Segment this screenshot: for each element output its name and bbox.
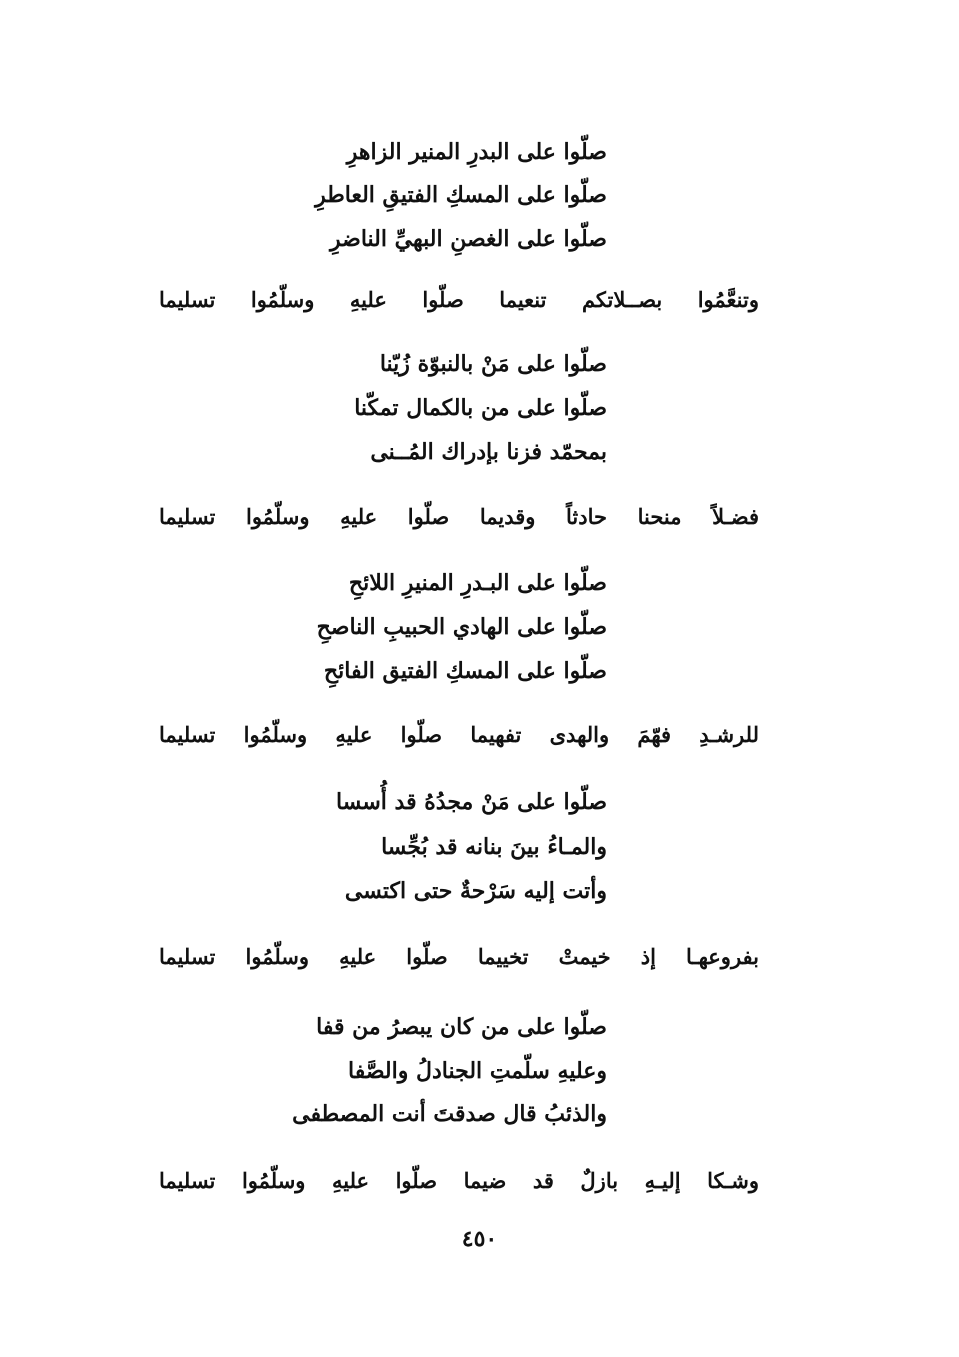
- verse-line: صلّوا على مَنْ بالنبوّة زُيّنا: [379, 351, 607, 377]
- refrain-line: بفروعهـا إذ خيمتْ تخييما صلّوا عليهِ وسلّمُوا تسليما: [159, 944, 759, 969]
- verse-line: بمحمّد فزنا بإدراك المُــنى: [370, 439, 607, 465]
- verse-line: صلّوا على من بالكمال تمكّنا: [354, 395, 607, 421]
- refrain-line: وتنعَّمُوا بصــلاتكم تنعيما صلّوا عليهِ وسلّمُوا تسليما: [159, 287, 759, 312]
- verse-line: وعليهِ سلّمتِ الجنادلُ والصَّفا: [348, 1058, 607, 1084]
- refrain-line: فضـلاً منحنا حادثاً وقديما صلّوا عليهِ وسلّمُوا تسليما: [159, 504, 759, 529]
- refrain-line: للرشـدِ فهّمَ والهدى تفهيما صلّوا عليهِ وسلّمُوا تسليما: [159, 722, 759, 747]
- page-number: ٤٥٠: [461, 1226, 498, 1252]
- verse-line: صلّوا على من كان يبصرُ من قفا: [316, 1014, 607, 1040]
- verse-line: صلّوا على المسكِ الفتيقِ العاطرِ: [315, 182, 607, 208]
- verse-line: صلّوا على مَنْ مجدُهُ قد أُسسا: [335, 789, 607, 815]
- verse-line: والذئبُ قال صدقتَ أنت المصطفى: [292, 1101, 607, 1127]
- verse-line: صلّوا على المسكِ الفتيق الفائحِ: [323, 658, 607, 684]
- refrain-line: وشـكا إليـهِ بازلٌ قد ضيما صلّوا عليهِ وسلّمُوا تسليما: [159, 1168, 759, 1193]
- verse-line: صلّوا على الغصنِ البهيِّ الناضرِ: [330, 226, 607, 252]
- verse-line: وأتت إليه سَرْحةٌ حتى اكتسى: [344, 878, 607, 904]
- verse-line: صلّوا على الهادي الحبيبِ الناصحِ: [316, 614, 607, 640]
- verse-line: صلّوا على البدرِ المنير الزاهرِ: [346, 139, 607, 165]
- verse-line: والمـاءُ بينَ بنانه قد بُجِّسا: [381, 834, 607, 860]
- verse-line: صلّوا على البـدرِ المنيرِ اللائحِ: [348, 570, 607, 596]
